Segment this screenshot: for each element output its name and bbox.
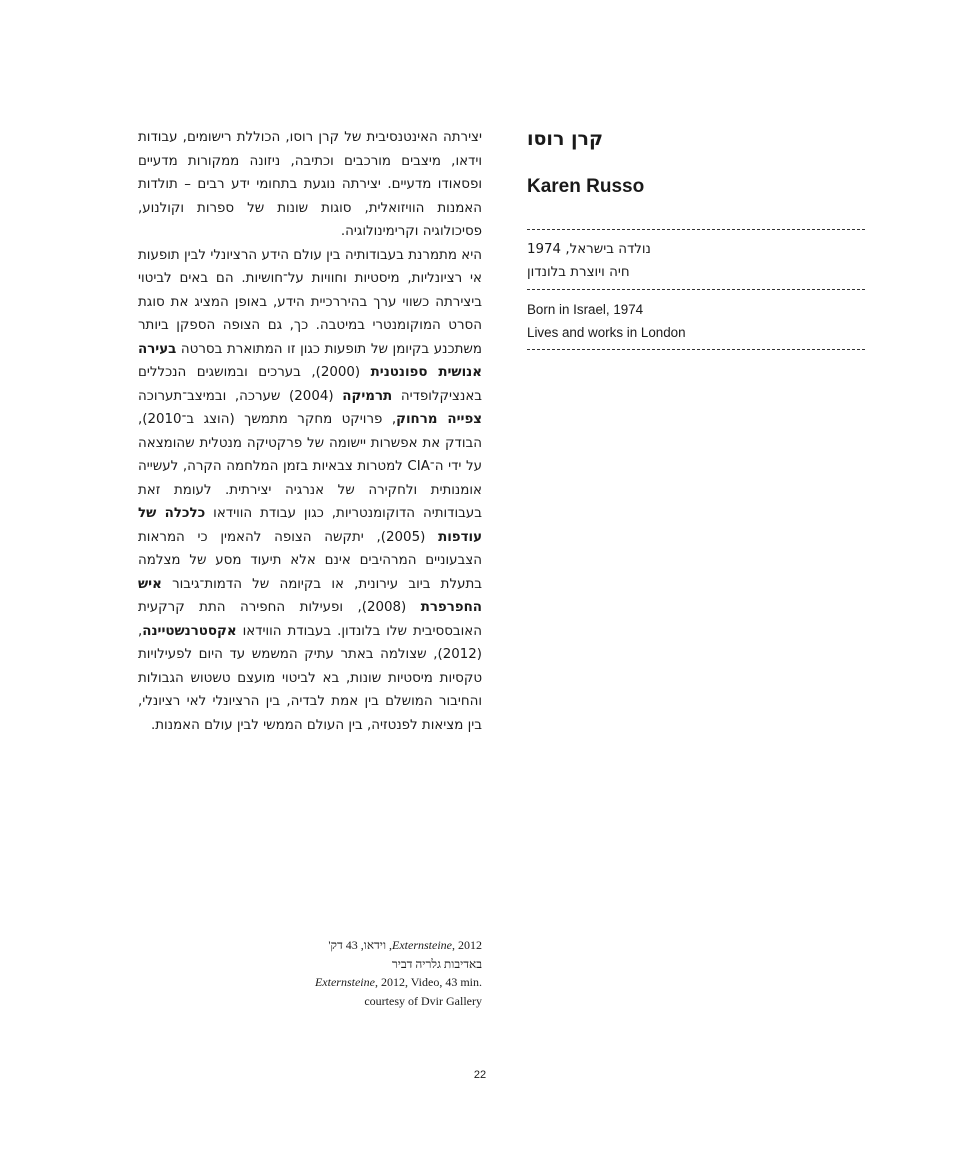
bio-line: נולדה בישראל, 1974	[527, 242, 651, 257]
artist-name-hebrew: קרן רוסו	[527, 128, 603, 150]
artist-bio	[527, 229, 865, 350]
work-title: כלכלה של עודפות	[138, 506, 483, 545]
text-run: היא מתמרנת בעבודותיה בין עולם הידע הרציונלי לבין תופעות אי רציונליות, מיסטיות וחוויות על־חושיות. הם באים לביטוי ביצירתה כשווי ערך בהיררכיית הידע, באופן המציג את סוגת הסרט המוקומנטרי במיטבה. כך, גם הצופה הספקן ביותר משתכנע בקיומן של תופעות כגון זו המתוארת בסרטה	[138, 247, 482, 357]
bio-hebrew	[527, 230, 865, 289]
bio-line: חיה ויוצרת בלונדון	[527, 265, 630, 280]
text-run: (2004) שערכה, ובמיצב־תערוכה	[138, 388, 334, 404]
text-run: (2008), ופעילות החפירה התת קרקעית האובססיבית שלו בלונדון. בעבודת הווידאו	[138, 600, 482, 639]
paragraph-2	[138, 244, 482, 738]
bio-line: Born in Israel, 1974	[527, 302, 644, 317]
caption-title: Externsteine	[392, 938, 452, 952]
caption-hebrew-line	[262, 936, 482, 955]
dashed-divider	[527, 349, 865, 350]
paragraph-1: יצירתה האינטנסיבית של קרן רוסו, הכוללת רישומים, עבודות וידאו, מיצבים מורכבים וכתיבה, ניזונה ממקורות מדעיים ופסאודו מדעיים. יצירתה נוגעת בתחומי ידע רבים – תולדות האמנות הוויזואלית, סוגות שונות של ספרות וקולנוע, פסיכולוגיה וקרימינולוגיה.	[138, 130, 482, 239]
caption-details: , 2012, Video, 43 min.	[374, 975, 482, 989]
text-run: , (2012), שצולמה באתר עתיק המשמש עד היום לפעילויות טקסיות מיסטיות שונות, בא לביטוי מועצם טשטוש הגבולות והחיבור המושלם בין אמת לבדיה, בין הרציונלי לאי רציונלי, בין מציאות לפנטזיה, בין העולם הממשי לבין עולם האמנות.	[138, 623, 482, 733]
image-caption	[262, 936, 482, 1010]
text-run: , פרויקט מחקר מתמשך (הוצג ב־2010), הבודק את אפשרות יישומה של פרקטיקה מנטלית שהומצאה על ידי ה־CIA למטרות צבאיות בזמן המלחמה הקרה, לעשייה אומנותית ולחקירה של אנרגיה יצירתית. לעומת זאת בעבודותיה הדוקומנטריות, כגון עבודת הווידאו	[138, 412, 482, 521]
text-run: (2005), יתקשה הצופה להאמין כי המראות הצבעוניים המרהיבים אינם אלא תיעוד מסע של מצלמה בתעלת ביוב עירונית, או בקיומה של הדמות־גיבור	[138, 529, 482, 592]
bio-english	[527, 290, 865, 349]
bio-line: Lives and works in London	[527, 325, 686, 340]
caption-hebrew-credit: באדיבות גלריה דביר	[391, 956, 482, 971]
work-title: איש החפרפרת	[138, 576, 483, 615]
caption-english-line	[262, 973, 482, 992]
caption-details: , 2012, וידאו, 43 דק'	[328, 938, 482, 952]
work-title: אקסטרנשטיינה	[142, 623, 237, 639]
work-title: צפייה מרחוק	[396, 412, 482, 427]
caption-english-credit: courtesy of Dvir Gallery	[364, 993, 482, 1008]
caption-title: Externsteine	[314, 975, 375, 989]
work-title: בעירה אנושית ספונטנית	[138, 341, 482, 380]
page-number: 22	[473, 1069, 487, 1081]
work-title: תרמיקה	[342, 388, 393, 404]
text-run: (2000), בערכים ובמושגים הנכללים באנציקלופדיה	[138, 365, 483, 404]
artist-info	[527, 126, 865, 350]
artist-name-english: Karen Russo	[527, 176, 645, 197]
main-text-column	[138, 126, 482, 737]
